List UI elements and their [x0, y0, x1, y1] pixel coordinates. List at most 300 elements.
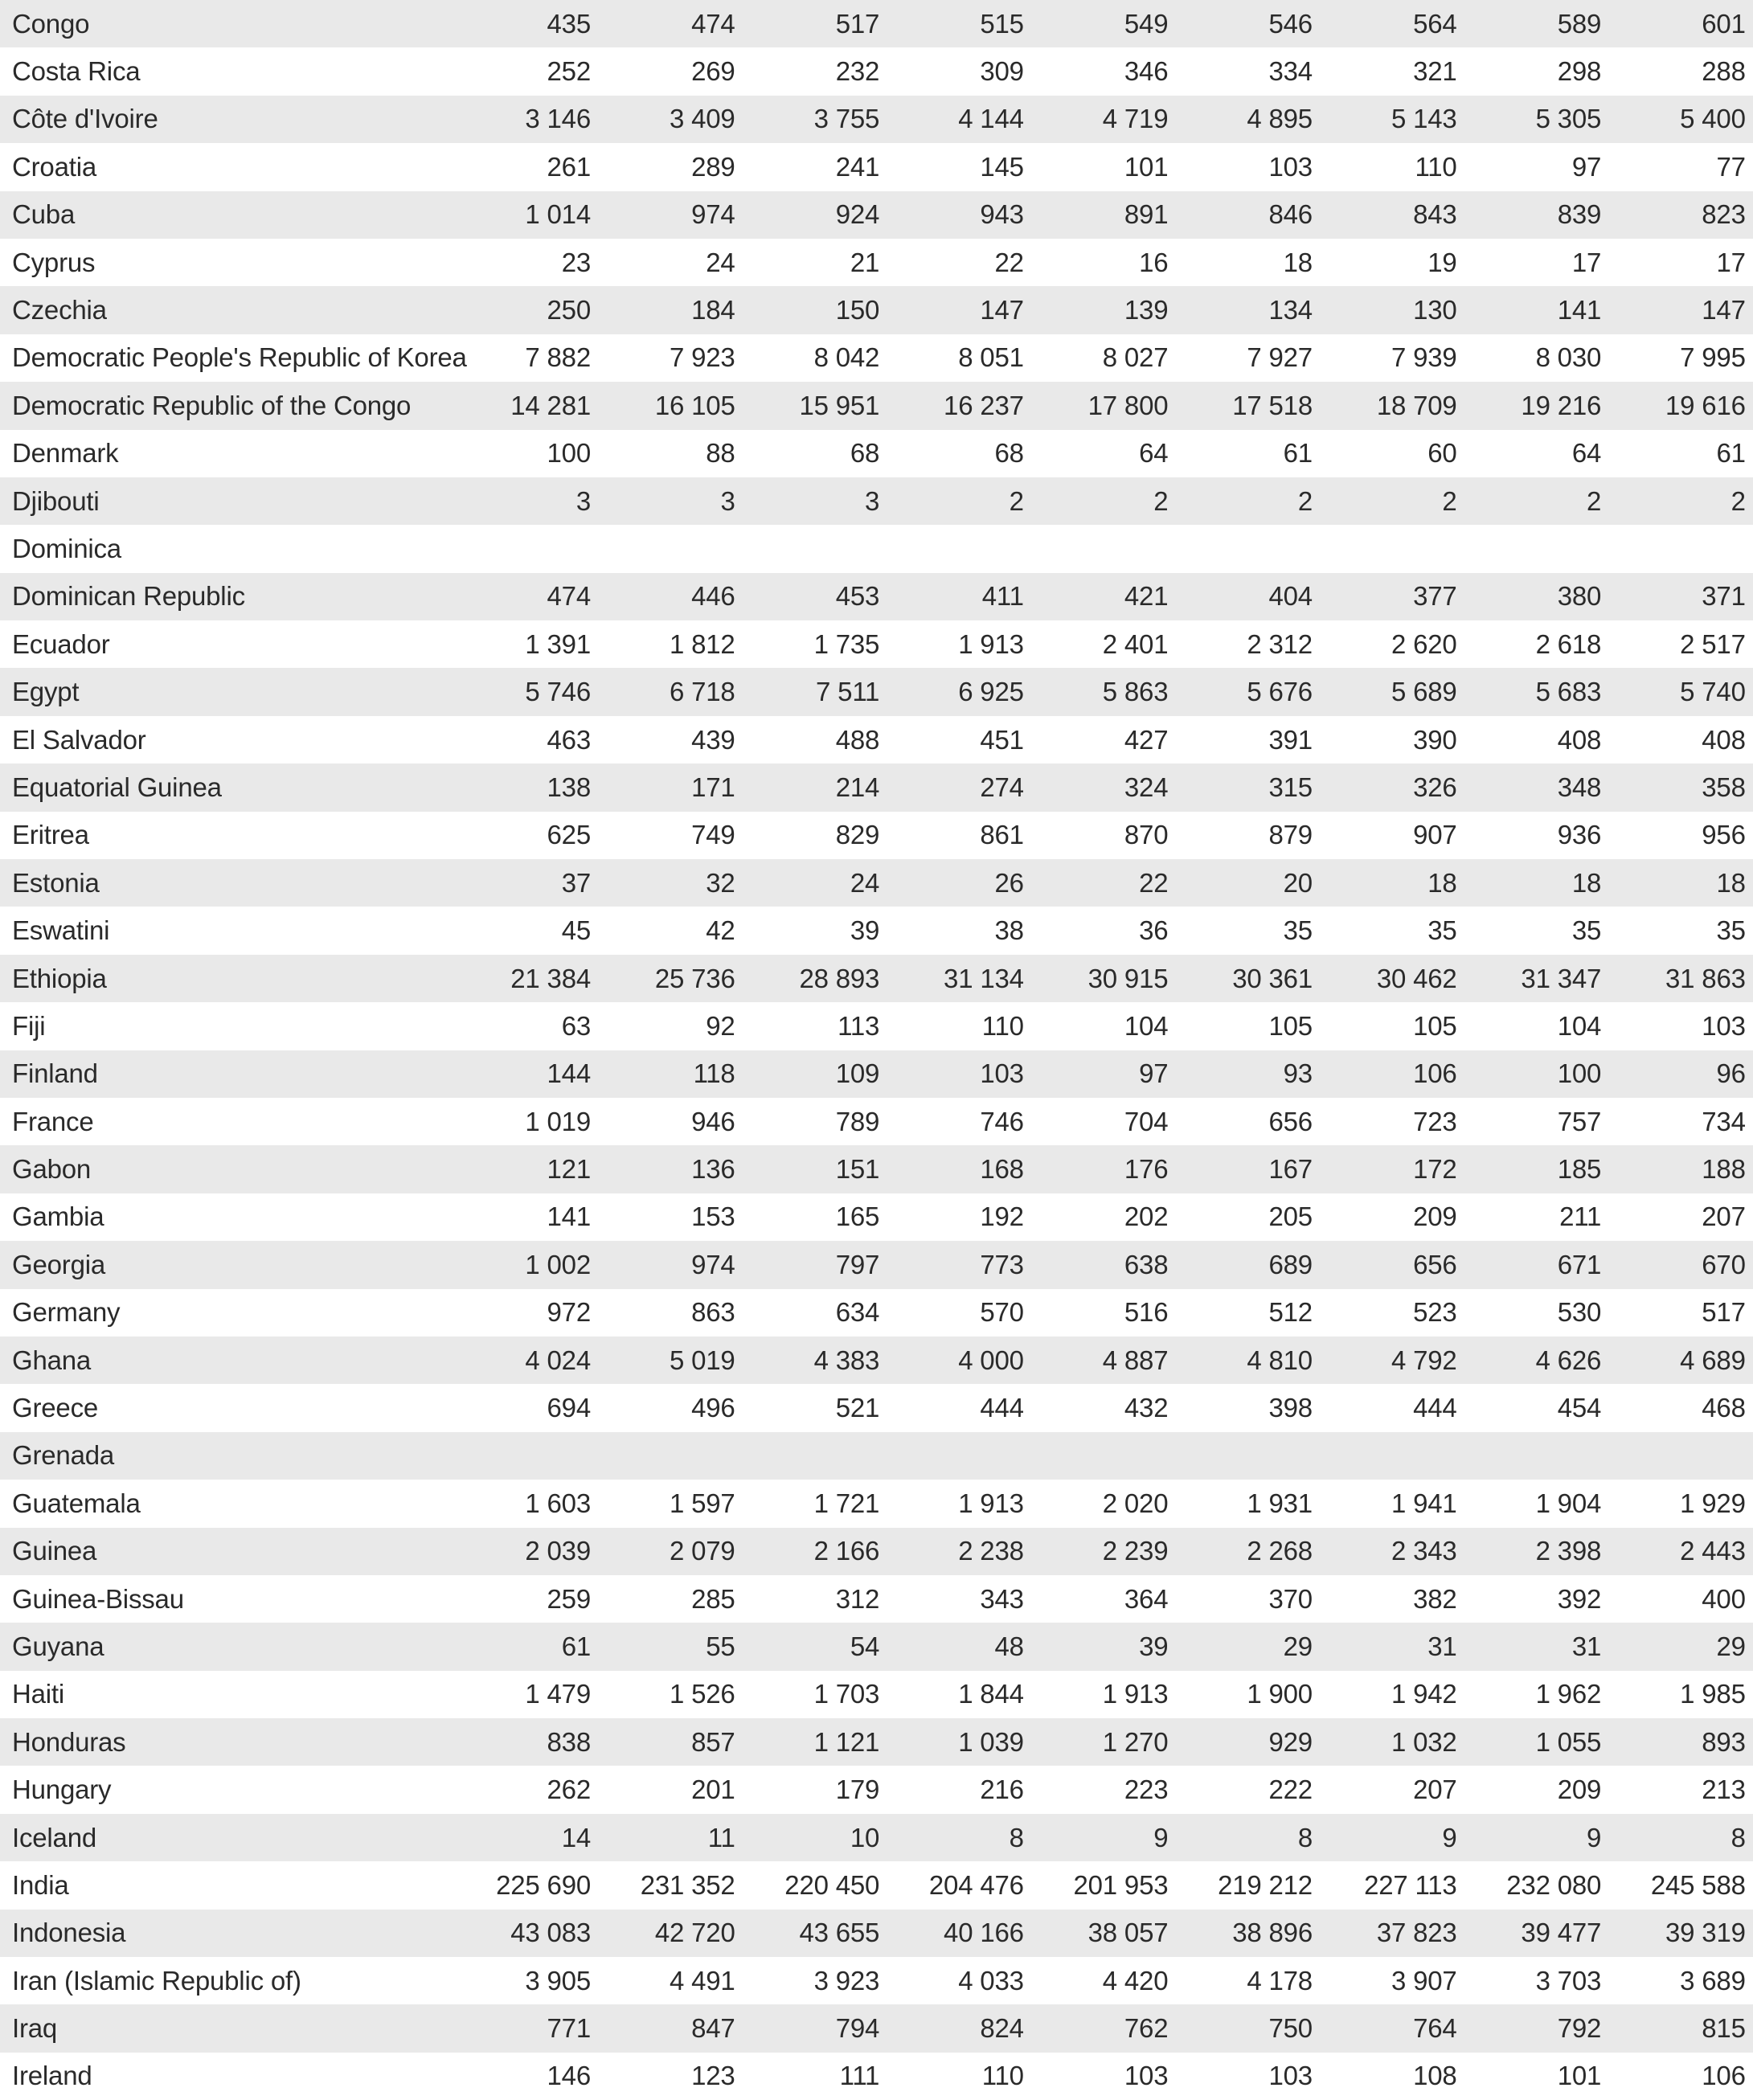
value-cell: 97	[1571, 151, 1602, 182]
value-cell: 2	[1730, 485, 1746, 516]
table-row	[0, 812, 1753, 859]
value-cell: 139	[1124, 295, 1169, 325]
value-cell: 103	[1268, 151, 1313, 182]
value-cell: 421	[1124, 581, 1169, 612]
value-cell: 382	[1413, 1583, 1457, 1614]
value-cell: 24	[850, 867, 880, 898]
value-cell: 252	[547, 56, 591, 87]
country-name-cell: Ethiopia	[12, 963, 107, 993]
value-cell: 861	[980, 820, 1024, 850]
value-cell: 400	[1702, 1583, 1746, 1614]
value-cell: 5 746	[525, 677, 591, 707]
value-cell: 100	[547, 438, 591, 469]
value-cell: 6 718	[670, 677, 735, 707]
value-cell: 171	[691, 772, 735, 802]
value-cell: 364	[1124, 1583, 1169, 1614]
value-cell: 147	[1702, 295, 1746, 325]
value-cell: 7 927	[1247, 342, 1313, 373]
value-cell: 4 024	[525, 1345, 591, 1375]
country-name-cell: Gambia	[12, 1201, 104, 1232]
table-row	[0, 477, 1753, 525]
value-cell: 1 735	[813, 628, 880, 659]
value-cell: 241	[835, 151, 880, 182]
value-cell: 829	[835, 820, 880, 850]
value-cell: 723	[1413, 1106, 1457, 1136]
value-cell: 474	[547, 581, 591, 612]
table-row	[0, 1384, 1753, 1431]
value-cell: 846	[1268, 199, 1313, 230]
table-row	[0, 1432, 1753, 1480]
value-cell: 165	[835, 1201, 880, 1232]
value-cell: 734	[1702, 1106, 1746, 1136]
value-cell: 1 479	[525, 1679, 591, 1709]
value-cell: 4 144	[958, 104, 1024, 134]
value-cell: 704	[1124, 1106, 1169, 1136]
value-cell: 274	[980, 772, 1024, 802]
value-cell: 151	[835, 1154, 880, 1185]
value-cell: 37 823	[1376, 1918, 1457, 1948]
value-cell: 823	[1702, 199, 1746, 230]
country-name-cell: Egypt	[12, 677, 80, 707]
value-cell: 1 913	[1102, 1679, 1169, 1709]
value-cell: 570	[980, 1297, 1024, 1328]
value-cell: 1 121	[813, 1726, 880, 1757]
value-cell: 2 517	[1680, 628, 1746, 659]
value-cell: 7 511	[816, 677, 880, 707]
value-cell: 656	[1413, 1249, 1457, 1279]
value-cell: 7 995	[1680, 342, 1746, 373]
value-cell: 35	[1427, 915, 1457, 946]
table-row	[0, 859, 1753, 907]
value-cell: 5 740	[1680, 677, 1746, 707]
value-cell: 943	[980, 199, 1024, 230]
value-cell: 435	[547, 8, 591, 39]
value-cell: 214	[835, 772, 880, 802]
value-cell: 207	[1702, 1201, 1746, 1232]
value-cell: 61	[1716, 438, 1746, 469]
value-cell: 2 238	[958, 1536, 1024, 1566]
value-cell: 2	[1297, 485, 1313, 516]
value-cell: 18	[1571, 867, 1602, 898]
value-cell: 324	[1124, 772, 1169, 802]
value-cell: 136	[691, 1154, 735, 1185]
value-cell: 2	[1009, 485, 1024, 516]
value-cell: 870	[1124, 820, 1169, 850]
value-cell: 15 951	[799, 390, 880, 420]
country-name-cell: Eswatini	[12, 915, 110, 946]
value-cell: 343	[980, 1583, 1024, 1614]
value-cell: 1 391	[525, 628, 591, 659]
value-cell: 444	[980, 1393, 1024, 1423]
value-cell: 390	[1413, 724, 1457, 755]
value-cell: 31	[1427, 1631, 1457, 1661]
value-cell: 454	[1557, 1393, 1602, 1423]
value-cell: 118	[693, 1058, 735, 1089]
value-cell: 377	[1413, 581, 1457, 612]
value-cell: 202	[1124, 1201, 1169, 1232]
value-cell: 176	[1124, 1154, 1169, 1185]
value-cell: 104	[1557, 1010, 1602, 1041]
value-cell: 321	[1413, 56, 1457, 87]
value-cell: 792	[1557, 2013, 1602, 2044]
value-cell: 4 689	[1680, 1345, 1746, 1375]
value-cell: 54	[850, 1631, 880, 1661]
value-cell: 121	[547, 1154, 591, 1185]
value-cell: 92	[706, 1010, 735, 1041]
value-cell: 289	[691, 151, 735, 182]
value-cell: 3 755	[813, 104, 880, 134]
value-cell: 185	[1557, 1154, 1602, 1185]
value-cell: 36	[1139, 915, 1169, 946]
value-cell: 22	[1139, 867, 1169, 898]
value-cell: 1 526	[670, 1679, 735, 1709]
value-cell: 2 039	[525, 1536, 591, 1566]
value-cell: 28 893	[799, 963, 880, 993]
value-cell: 3	[865, 485, 880, 516]
value-cell: 288	[1702, 56, 1746, 87]
value-cell: 824	[980, 2013, 1024, 2044]
value-cell: 924	[835, 199, 880, 230]
value-cell: 2 020	[1102, 1488, 1169, 1518]
value-cell: 146	[547, 2061, 591, 2091]
value-cell: 35	[1716, 915, 1746, 946]
value-cell: 496	[691, 1393, 735, 1423]
value-cell: 404	[1268, 581, 1313, 612]
value-cell: 5 689	[1391, 677, 1457, 707]
value-cell: 1 014	[525, 199, 591, 230]
value-cell: 517	[835, 8, 880, 39]
value-cell: 16	[1139, 247, 1169, 277]
value-cell: 39	[1139, 1631, 1169, 1661]
value-cell: 972	[547, 1297, 591, 1328]
value-cell: 546	[1268, 8, 1313, 39]
value-cell: 4 491	[670, 1965, 735, 1996]
table-row	[0, 286, 1753, 334]
country-name-cell: Djibouti	[12, 485, 100, 516]
value-cell: 444	[1413, 1393, 1457, 1423]
value-cell: 2 268	[1247, 1536, 1313, 1566]
country-name-cell: Dominican Republic	[12, 581, 245, 612]
value-cell: 815	[1702, 2013, 1746, 2044]
value-cell: 515	[980, 8, 1024, 39]
table-row	[0, 668, 1753, 715]
value-cell: 43 083	[510, 1918, 591, 1948]
value-cell: 380	[1557, 581, 1602, 612]
value-cell: 232	[835, 56, 880, 87]
table-row	[0, 1528, 1753, 1575]
country-name-cell: Iran (Islamic Republic of)	[12, 1965, 301, 1996]
value-cell: 974	[691, 1249, 735, 1279]
value-cell: 838	[547, 1726, 591, 1757]
value-cell: 1 039	[958, 1726, 1024, 1757]
country-name-cell: Iceland	[12, 1822, 97, 1852]
country-name-cell: Ghana	[12, 1345, 92, 1375]
value-cell: 7 882	[525, 342, 591, 373]
value-cell: 1 900	[1247, 1679, 1313, 1709]
value-cell: 2 312	[1247, 628, 1313, 659]
value-cell: 446	[691, 581, 735, 612]
value-cell: 392	[1557, 1583, 1602, 1614]
value-cell: 794	[835, 2013, 880, 2044]
country-name-cell: Hungary	[12, 1775, 112, 1805]
table-row	[0, 1050, 1753, 1098]
value-cell: 153	[691, 1201, 735, 1232]
value-cell: 4 792	[1391, 1345, 1457, 1375]
value-cell: 8 030	[1535, 342, 1602, 373]
value-cell: 97	[1139, 1058, 1169, 1089]
country-name-cell: Democratic Republic of the Congo	[12, 390, 412, 420]
value-cell: 205	[1268, 1201, 1313, 1232]
value-cell: 26	[994, 867, 1024, 898]
value-cell: 771	[547, 2013, 591, 2044]
value-cell: 16 237	[944, 390, 1024, 420]
value-cell: 101	[1124, 151, 1169, 182]
table-row	[0, 1193, 1753, 1241]
value-cell: 261	[547, 151, 591, 182]
value-cell: 3 907	[1391, 1965, 1457, 1996]
value-cell: 68	[994, 438, 1024, 469]
value-cell: 19 216	[1521, 390, 1602, 420]
value-cell: 1 941	[1391, 1488, 1457, 1518]
value-cell: 223	[1124, 1775, 1169, 1805]
table-row	[0, 1098, 1753, 1145]
value-cell: 231 352	[640, 1869, 735, 1900]
value-cell: 29	[1716, 1631, 1746, 1661]
value-cell: 3 703	[1535, 1965, 1602, 1996]
value-cell: 110	[981, 1010, 1024, 1041]
value-cell: 9	[1587, 1822, 1602, 1852]
table-row	[0, 143, 1753, 190]
value-cell: 32	[706, 867, 735, 898]
table-row	[0, 1957, 1753, 2004]
country-name-cell: Cuba	[12, 199, 76, 230]
value-cell: 3 409	[670, 104, 735, 134]
value-cell: 843	[1413, 199, 1457, 230]
value-cell: 30 361	[1232, 963, 1313, 993]
value-cell: 1 597	[670, 1488, 735, 1518]
table-row	[0, 96, 1753, 143]
value-cell: 857	[691, 1726, 735, 1757]
table-row	[0, 573, 1753, 620]
value-cell: 38 896	[1232, 1918, 1313, 1948]
value-cell: 348	[1557, 772, 1602, 802]
value-cell: 17 800	[1087, 390, 1169, 420]
table-row	[0, 907, 1753, 954]
value-cell: 2 443	[1680, 1536, 1746, 1566]
table-row	[0, 1910, 1753, 1957]
value-cell: 893	[1702, 1726, 1746, 1757]
value-cell: 227 113	[1364, 1869, 1457, 1900]
value-cell: 521	[835, 1393, 880, 1423]
value-cell: 1 913	[958, 1488, 1024, 1518]
value-cell: 1 002	[525, 1249, 591, 1279]
value-cell: 11	[707, 1822, 735, 1852]
country-name-cell: Equatorial Guinea	[12, 772, 222, 802]
value-cell: 764	[1413, 2013, 1457, 2044]
value-cell: 150	[835, 295, 880, 325]
value-cell: 2	[1587, 485, 1602, 516]
value-cell: 111	[839, 2061, 880, 2091]
table-row	[0, 334, 1753, 382]
value-cell: 312	[835, 1583, 880, 1614]
value-cell: 488	[835, 724, 880, 755]
value-cell: 929	[1268, 1726, 1313, 1757]
table-row	[0, 1480, 1753, 1527]
value-cell: 1 913	[958, 628, 1024, 659]
country-name-cell: France	[12, 1106, 94, 1136]
country-name-cell: Congo	[12, 8, 90, 39]
country-name-cell: Germany	[12, 1297, 121, 1328]
value-cell: 7 923	[670, 342, 735, 373]
value-cell: 39 319	[1665, 1918, 1746, 1948]
country-name-cell: Ecuador	[12, 628, 110, 659]
value-cell: 1 844	[958, 1679, 1024, 1709]
value-cell: 232 080	[1506, 1869, 1602, 1900]
country-name-cell: Finland	[12, 1058, 98, 1089]
value-cell: 5 305	[1535, 104, 1602, 134]
value-cell: 671	[1557, 1249, 1602, 1279]
value-cell: 213	[1702, 1775, 1746, 1805]
value-cell: 956	[1702, 820, 1746, 850]
value-cell: 211	[1559, 1201, 1602, 1232]
value-cell: 1 703	[813, 1679, 880, 1709]
table-row	[0, 955, 1753, 1002]
value-cell: 42 720	[654, 1918, 735, 1948]
value-cell: 40 166	[944, 1918, 1024, 1948]
table-row	[0, 2004, 1753, 2052]
table-row	[0, 382, 1753, 429]
value-cell: 1 985	[1680, 1679, 1746, 1709]
value-cell: 2 398	[1535, 1536, 1602, 1566]
value-cell: 3 146	[525, 104, 591, 134]
table-row	[0, 1002, 1753, 1050]
value-cell: 2 166	[813, 1536, 880, 1566]
country-name-cell: Croatia	[12, 151, 96, 182]
value-cell: 334	[1268, 56, 1313, 87]
country-name-cell: Estonia	[12, 867, 100, 898]
value-cell: 3 923	[813, 1965, 880, 1996]
value-cell: 974	[691, 199, 735, 230]
value-cell: 4 810	[1247, 1345, 1313, 1375]
country-name-cell: Costa Rica	[12, 56, 141, 87]
value-cell: 17	[1571, 247, 1602, 277]
value-cell: 398	[1268, 1393, 1313, 1423]
value-cell: 77	[1716, 151, 1746, 182]
table-row	[0, 430, 1753, 477]
value-cell: 656	[1268, 1106, 1313, 1136]
value-cell: 16 105	[654, 390, 735, 420]
value-cell: 14	[561, 1822, 591, 1852]
value-cell: 8	[1009, 1822, 1024, 1852]
value-cell: 5 683	[1535, 677, 1602, 707]
table-row	[0, 763, 1753, 811]
value-cell: 48	[994, 1631, 1024, 1661]
value-cell: 219 212	[1218, 1869, 1313, 1900]
value-cell: 130	[1413, 295, 1457, 325]
value-cell: 3 905	[525, 1965, 591, 1996]
value-cell: 101	[1557, 2061, 1602, 2091]
value-cell: 346	[1124, 56, 1169, 87]
value-cell: 21 384	[510, 963, 591, 993]
value-cell: 204 476	[928, 1869, 1024, 1900]
table-row	[0, 0, 1753, 47]
value-cell: 2	[1153, 485, 1169, 516]
value-cell: 225 690	[496, 1869, 591, 1900]
value-cell: 93	[1283, 1058, 1313, 1089]
value-cell: 110	[1415, 151, 1457, 182]
value-cell: 25 736	[654, 963, 735, 993]
table-row	[0, 1718, 1753, 1766]
value-cell: 1 929	[1680, 1488, 1746, 1518]
country-name-cell: Cyprus	[12, 247, 96, 277]
value-cell: 549	[1124, 8, 1169, 39]
value-cell: 38	[994, 915, 1024, 946]
value-cell: 1 942	[1391, 1679, 1457, 1709]
country-name-cell: Grenada	[12, 1440, 115, 1471]
value-cell: 789	[835, 1106, 880, 1136]
value-cell: 4 719	[1102, 104, 1169, 134]
value-cell: 762	[1124, 2013, 1169, 2044]
value-cell: 309	[980, 56, 1024, 87]
value-cell: 145	[980, 151, 1024, 182]
value-cell: 250	[547, 295, 591, 325]
value-cell: 638	[1124, 1249, 1169, 1279]
value-cell: 391	[1268, 724, 1313, 755]
value-cell: 43 655	[799, 1918, 880, 1948]
country-name-cell: Indonesia	[12, 1918, 126, 1948]
value-cell: 3	[575, 485, 591, 516]
value-cell: 516	[1124, 1297, 1169, 1328]
value-cell: 625	[547, 820, 591, 850]
value-cell: 18 709	[1376, 390, 1457, 420]
value-cell: 108	[1413, 2061, 1457, 2091]
value-cell: 172	[1413, 1154, 1457, 1185]
value-cell: 201	[691, 1775, 735, 1805]
value-cell: 427	[1124, 724, 1169, 755]
table-row	[0, 2053, 1753, 2100]
value-cell: 432	[1124, 1393, 1169, 1423]
value-cell: 879	[1268, 820, 1313, 850]
value-cell: 37	[561, 867, 591, 898]
value-cell: 468	[1702, 1393, 1746, 1423]
country-name-cell: Guinea	[12, 1536, 97, 1566]
value-cell: 179	[835, 1775, 880, 1805]
value-cell: 18	[1427, 867, 1457, 898]
value-cell: 19 616	[1665, 390, 1746, 420]
value-cell: 216	[980, 1775, 1024, 1805]
value-cell: 88	[706, 438, 735, 469]
value-cell: 2	[1442, 485, 1457, 516]
value-cell: 64	[1139, 438, 1169, 469]
value-cell: 106	[1413, 1058, 1457, 1089]
value-cell: 408	[1557, 724, 1602, 755]
table-row	[0, 1145, 1753, 1193]
value-cell: 285	[691, 1583, 735, 1614]
value-cell: 96	[1716, 1058, 1746, 1089]
table-row	[0, 47, 1753, 95]
value-cell: 757	[1557, 1106, 1602, 1136]
value-cell: 38 057	[1087, 1918, 1169, 1948]
value-cell: 103	[980, 1058, 1024, 1089]
value-cell: 1 904	[1535, 1488, 1602, 1518]
value-cell: 371	[1702, 581, 1746, 612]
value-cell: 134	[1268, 295, 1313, 325]
value-cell: 4 000	[958, 1345, 1024, 1375]
value-cell: 103	[1268, 2061, 1313, 2091]
value-cell: 2 401	[1102, 628, 1169, 659]
value-cell: 141	[1557, 295, 1602, 325]
value-cell: 31 347	[1521, 963, 1602, 993]
